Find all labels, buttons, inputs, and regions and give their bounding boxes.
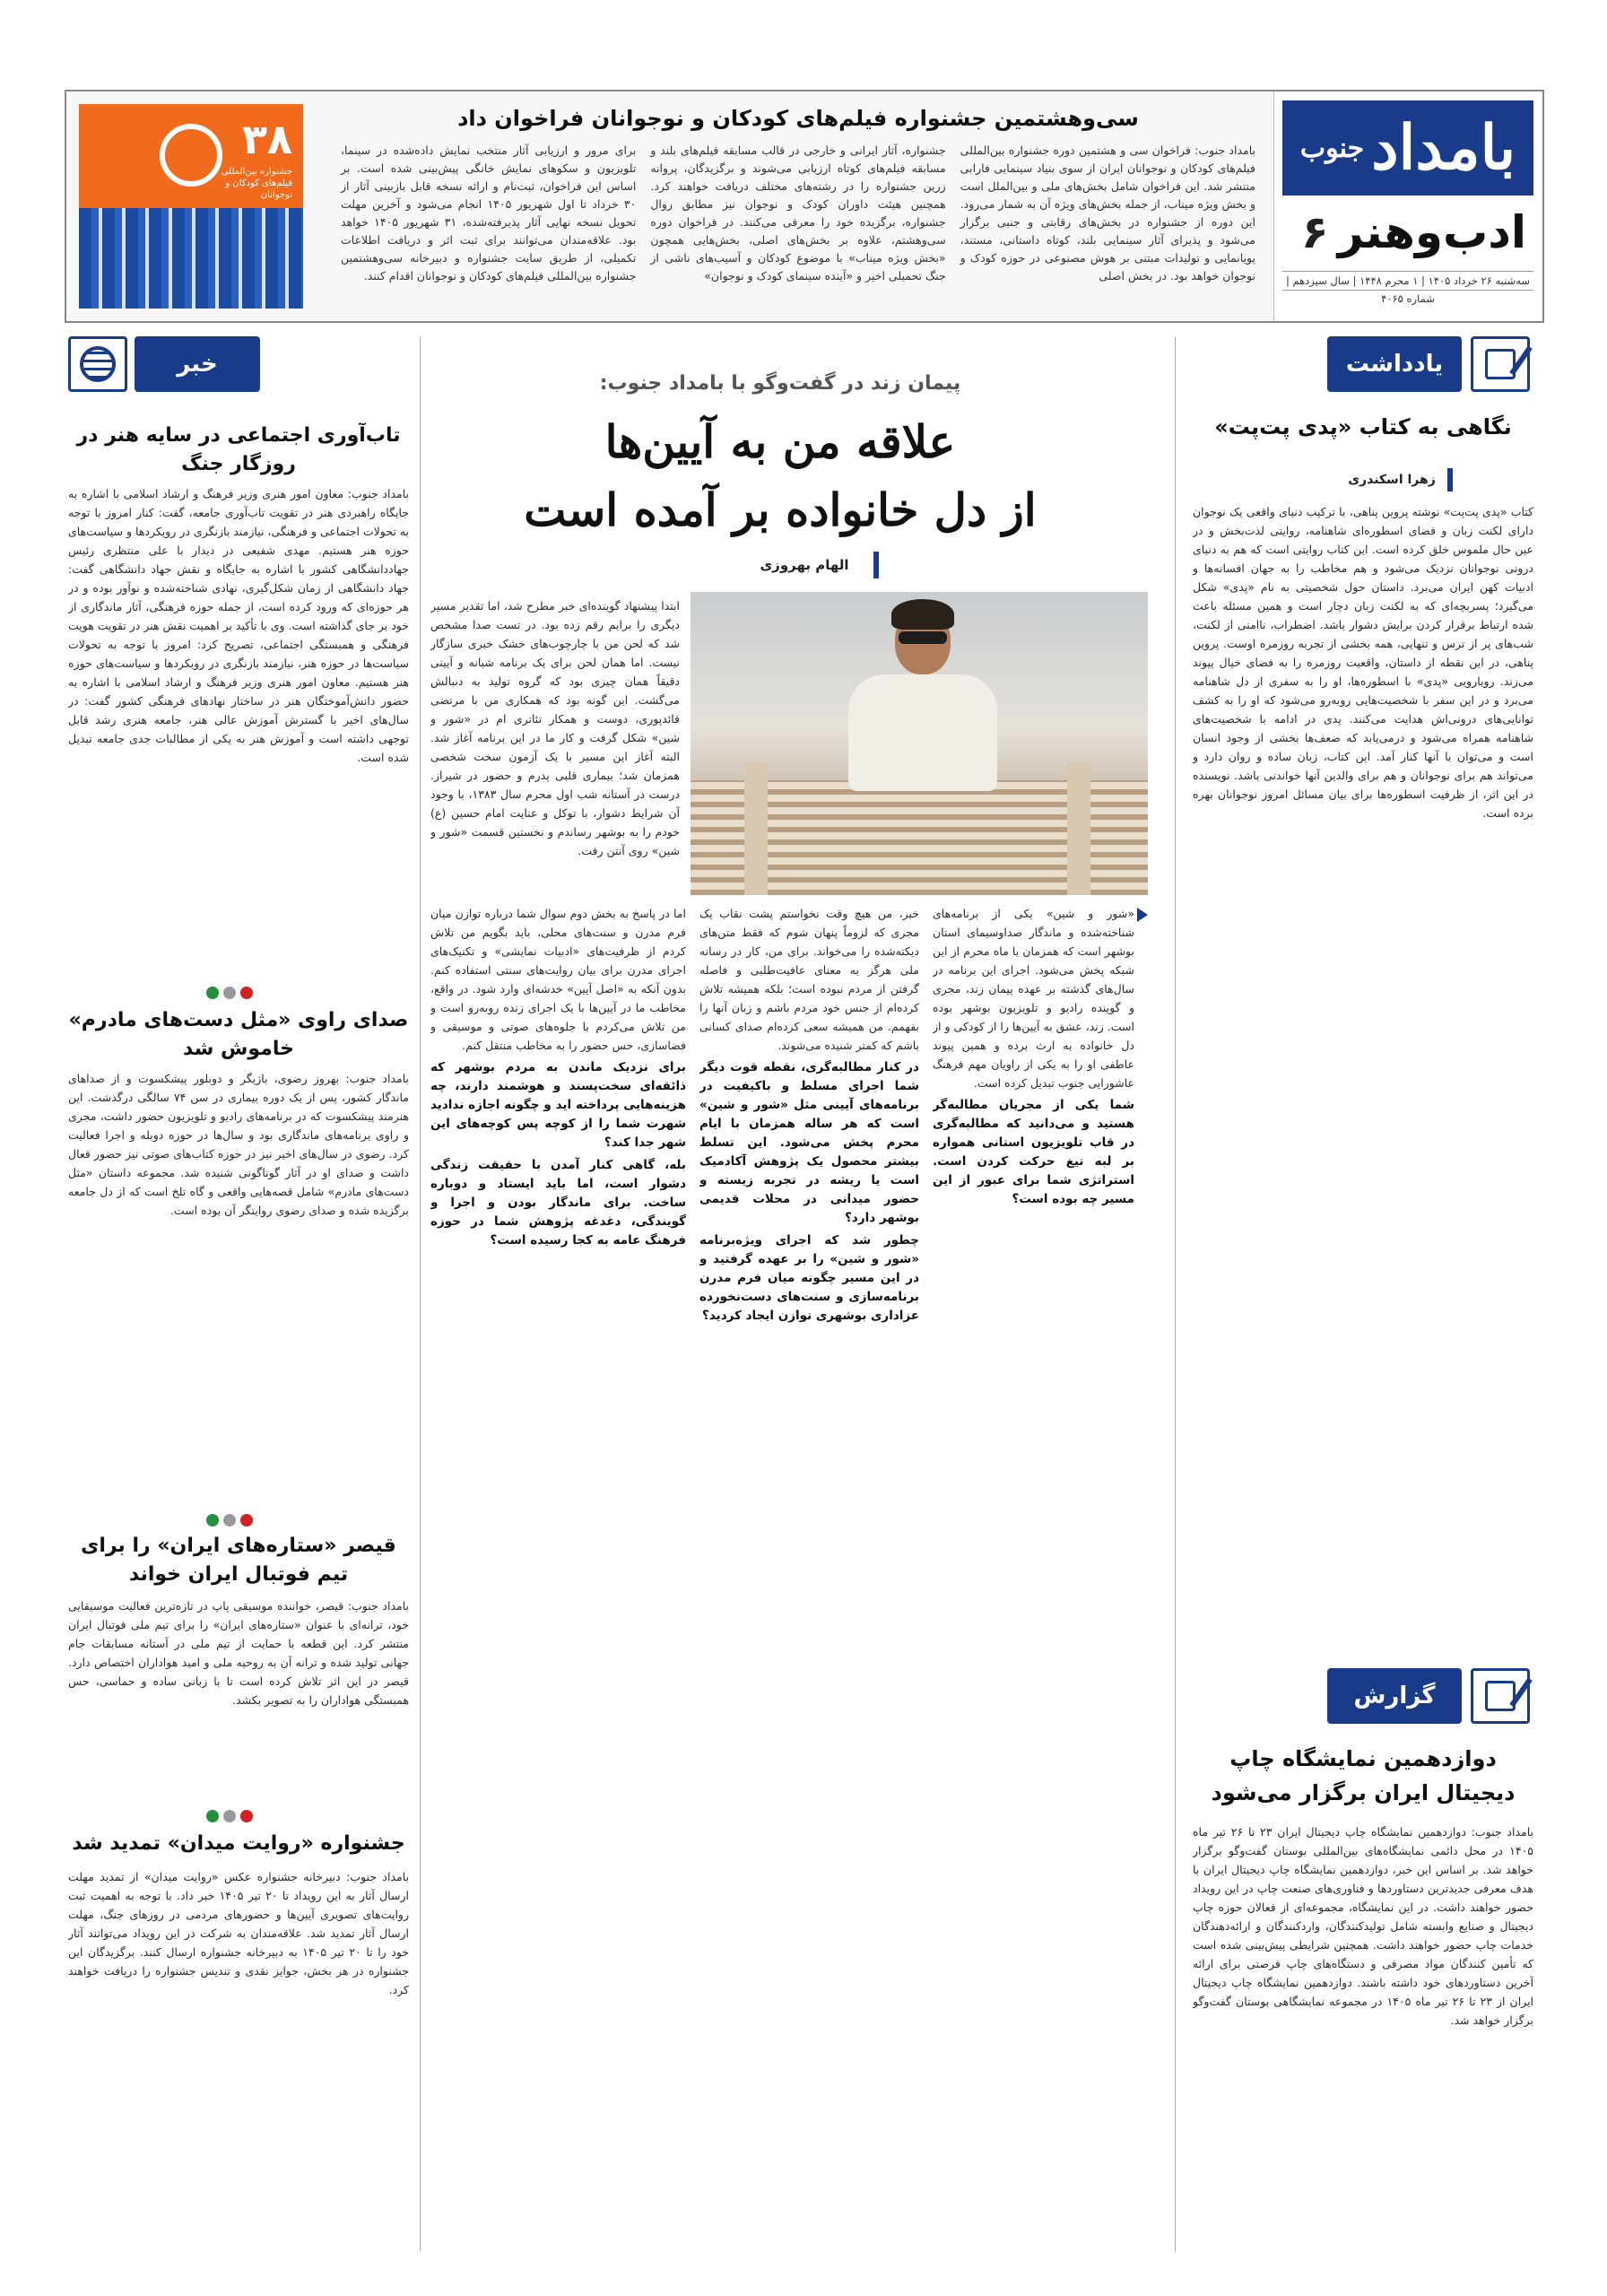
note-body — [1193, 502, 1533, 1740]
header-band — [65, 90, 1544, 323]
column-divider — [1175, 336, 1176, 2251]
story1-text: بامداد جنوب: معاون امور هنری وزیر فرهنگ و ارشاد اسلامی با اشاره به جایگاه راهبردی هنر در تقویت تاب‌آوری جامعه، گفت: کنار امروز با توجه به تحولات اجتماعی و فرهنگی، نیازمند بازنگری در رویکردها و سیاست‌های حوزه هنر هستیم. مهدی شفیعی در دیدار با علی منتظری رئیس جهاددانشگاهی کشور با اشاره به جایگاه و نقش جهاد دانشگاهی گفت: جهاد دانشگاهی از زمان شکل‌گیری، نهادی شناخته‌شده و نوآور بوده و در هر حوزه‌ای که ورود کرده است، از جمله حوزه فرهنگی، آثار ماندگاری از خود بر جای گذاشته است. وی با تأکید بر اهمیت نقش هنر در تقویت هویت فرهنگی و همبستگی اجتماعی، تصریح کرد: امروز با توجه به تحولات سیاست‌ها در حوزه هنر، نیازمند بازنگری در رویکردها و سیاست‌های حوزه هنر هستیم. معاون امور هنری وزیر فرهنگ و ارشاد اسلامی با اشاره به حضور دانش‌آموختگان هنر در ساختار نهادهای فرهنگی کشور گفت: در سال‌های اخیر با گسترش آموزش عالی هنر، جامعه هنری رشد قابل توجهی داشته است و آموزش هنر به یکی از مطالبات جدی جامعه تبدیل شده است. — [68, 487, 409, 764]
poster-crowd-image — [79, 208, 303, 309]
news-label-icon-box — [68, 336, 127, 392]
interview-question-1: برای نزدیک ماندن به مردم بوشهر که ذائقه‌ای سخت‌پسند و هوشمند دارند، چه هزینه‌هایی پرداخته اید و چگونه اجازه ندادید شهرت شما را از کوچه پس کوچه‌های این شهر جدا کند؟ — [430, 1060, 686, 1150]
note-title: نگاهی به کتاب «پدی پت‌پت» — [1214, 414, 1512, 439]
page-number: ۶ — [1301, 206, 1329, 258]
story3-body — [68, 1596, 409, 1803]
interview-question-4: بله، گاهی کنار آمدن با حقیقت زندگی دشوار است، اما باید ایستاد و دوباره ساخت. برای ماندگار بودن و اجرا و گویندگی، دغدغه پژوهش شما در حوزه فرهنگ عامه به کجا رسیده است؟ — [430, 1158, 686, 1248]
festival-poster[interactable] — [79, 104, 303, 309]
interview-col-b — [430, 904, 686, 2249]
story3-title: قیصر «ستاره‌های ایران» را برای تیم فوتبال ایران خواند — [81, 1535, 396, 1586]
interview-headline — [430, 408, 1130, 544]
interview-question-2: در کنار مطالبه‌گری، نقطه قوت دیگر شما اجرای مسلط و باکیفیت در برنامه‌های آیینی مثل «شور و شین» است که هر ساله همزمان با ایام محرم پخش می‌شود. این تسلط بیشتر محصول یک پژوهش آکادمیک است یا ریشه در تجربه زیسته و حضور میدانی در محلات قدیمی بوشهر دارد؟ — [699, 1060, 919, 1225]
dot-green — [206, 1514, 219, 1526]
masthead — [1273, 91, 1542, 321]
intro-marker-icon — [1137, 908, 1148, 922]
top-news-col3: برای مرور و ارزیابی آثار منتخب نمایش داده‌شده در سینما، تلویزیون و سکوهای نمایش خانگی پیش‌بینی شده است. بر اساس این فراخوان، ثبت‌نام و ارائه نسخه قابل بازبینی آثار از ۳۰ خرداد تا اول شهریور ۱۴۰۵ انجام می‌شود و آخرین مهلت تحویل نسخه نهایی آثار پذیرفته‌شده، ۳۱ شهریور ۱۴۰۵ خواهد بود. علاقه‌مندان می‌توانند برای ثبت اثر و دریافت اطلاعات تکمیلی، از طریق سایت جشنواره و دبیرخانه سی‌وهشتمین جشنواره بین‌المللی فیلم‌های کودکان و نوجوانان اقدام کنند. — [341, 144, 637, 283]
interview-text-b: اما در پاسخ به بخش دوم سوال شما درباره توازن میان فرم مدرن و سنت‌های محلی، باید بگویم من تلاش کردم از ظرفیت‌های «ادبیات نمایشی» و تکنیک‌های اجرای مدرن برای بیان روایت‌های سنتی استفاده کنم. بدون آنکه به «اصل آیین» خدشه‌ای وارد شود. در واقع، مخاطب ما در آیین‌ها با یک اجرای زنده روبه‌رو است و من تلاش می‌کردم با جلوه‌های صوتی و موسیقی و فضاسازی، حس حضور را به مخاطب منتقل کنم. — [430, 907, 686, 1052]
section-title: ادب‌وهنر — [1337, 206, 1526, 258]
dot-gray — [223, 987, 236, 999]
interview-question-3: شما یکی از مجریان مطالبه‌گر هستید و می‌دانید که مطالبه‌گری در قاب تلویزیون استانی همواره بر لبه تیغ حرکت کردن است. استراتژی شما برای عبور از این مسیر چه بوده است؟ — [933, 1098, 1134, 1206]
photo-pillar — [1067, 762, 1090, 895]
pen-icon — [1485, 1681, 1516, 1711]
dot-green — [206, 987, 219, 999]
pen-icon — [1485, 349, 1516, 379]
story1-body — [68, 484, 409, 969]
report-title: دوازدهمین نمایشگاه چاپ دیجیتال ایران برگزار می‌شود — [1211, 1746, 1516, 1805]
logo-text: بامداد — [1371, 112, 1516, 184]
interviewee-photo[interactable] — [691, 592, 1148, 895]
story3-text: بامداد جنوب: قیصر، خواننده موسیقی پاپ در تازه‌ترین فعالیت موسیقایی خود، ترانه‌ای با عنوان «ستاره‌های ایران» را برای تیم ملی فوتبال ایران منتشر کرد. این قطعه با حمایت از تیم ملی در آستانه مسابقات جام جهانی تولید شده و ترانه آن به روحیه ملی و امید هواداران اختصاص دارد. قیصر در این اثر تلاش کرده است تا با زبانی ساده و حماسی، حس همبستگی هواداران را به تصویر بکشد. — [68, 1599, 409, 1707]
story4-body — [68, 1867, 409, 2244]
interview-byline: الهام بهروزی — [735, 552, 879, 578]
story1-title: تاب‌آوری اجتماعی در سایه هنر در روزگار جنگ — [76, 424, 401, 475]
report-label: گزارش — [1327, 1668, 1462, 1724]
photo-pillar — [744, 762, 768, 895]
story2-text: بامداد جنوب: بهروز رضوی، بازیگر و دوبلور پیشکسوت و از صداهای ماندگار کشور، پس از یک دوره بیماری در سن ۷۴ سالگی درگذشت. این هنرمند پیشکسوت که در برنامه‌های رادیو و تلویزیون حضور داشت، مجری و راوی برنامه‌های ماندگاری بود و سال‌ها در حوزه دوبله و اجرا فعالیت کرد. رضوی در سال‌های اخیر نیز در حوزه کتاب‌های صوتی نیز حضور فعال داشت و صدای او در آثار گوناگونی شنیده شد. مجموعه داستان «مثل دست‌های مادرم» شامل قصه‌هایی واقعی و گاه تلخ است که از دل جامعه برگزیده شده و صدای رضوی روایتگر آن بوده است. — [68, 1072, 409, 1217]
report-text: بامداد جنوب: دوازدهمین نمایشگاه چاپ دیجیتال ایران ۲۳ تا ۲۶ تیر ماه ۱۴۰۵ در محل دائمی نمایشگاه‌های بین‌المللی بوستان گفت‌وگو برگزار خواهد شد. بر اساس این خبر، دوازدهمین نمایشگاه چاپ دیجیتال ایران با هدف معرفی جدیدترین دستاوردها و فناوری‌های صنعت چاپ در این رویداد حضور خواهند داشت. در این نمایشگاه، مجموعه‌ای از فعالان حوزه چاپ دیجیتال و صنایع وابسته شامل تولیدکنندگان، واردکنندگان و ارائه‌دهندگان خدمات چاپ حضور خواهند داشت. همچنین شرایطی پیش‌بینی شده است که تأمین کنندگان مواد مصرفی و دستگاه‌های چاپ فرصتی برای ارائه آخرین دستاوردهای خود داشته باشند. دوازدهمین نمایشگاه چاپ دیجیتال ایران از ۲۳ تا ۲۶ تیر ماه ۱۴۰۵ در مجموعه نمایشگاهی بوستان گفت‌وگو برگزار خواهد شد. — [1193, 1825, 1533, 2027]
separator-dots — [206, 1810, 253, 1822]
top-news — [341, 106, 1255, 312]
note-text: کتاب «پدی پت‌پت» نوشته پروین پناهی، با ترکیب دنیای واقعی یک نوجوان دارای لکنت زبان و فضای اسطوره‌ای شاهنامه، روایتی لذت‌بخش و در عین حال ملموس خلق کرده است. این کتاب روایتی است که هم به دنیای درونی نوجوانان نزدیک می‌شود و هم مخاطب را به جهان افسانه‌ها و ادبیات کهن ایران می‌برد. داستان حول شخصیتی به نام «پدی» شکل می‌گیرد؛ پسربچه‌ای که به لکنت زبان دچار است و همین مسئله باعث شده ارتباط برقرار کردن برایش دشوار باشد. اضطراب، ناامنی از لکنت، شب‌های پر از ترس و تنهایی، همه بخشی از تجربه روزمره اوست. پروین پناهی، در این نقطه از داستان، واقعیت روزمره را به فضای خیال پیوند می‌زند. رویارویی «پدی» با اسطوره‌ها، او را به سفری از دل شاهنامه می‌برد و در این سفر با شخصیت‌هایی روبه‌رو می‌شود که او را به کشف توانایی‌های درونی‌اش هدایت می‌کنند. پدی در ادامه با شخصیت‌های شاهنامه همراه می‌شود و درمی‌یابد که ضعف‌ها بخشی از وجود انسان است و می‌توان با آنها کنار آمد. این کتاب، زبان ساده و روان دارد و می‌تواند هم برای نوجوانان و هم برای والدین آنها خواندنی باشد. نویسنده در این اثر، از ظرفیت اسطوره‌ها برای بیان مسائل امروز نوجوانان بهره برده است. — [1193, 505, 1533, 820]
interview-col-c — [699, 904, 919, 2249]
poster-caption: جشنواره بین‌المللی فیلم‌های کودکان و نوجوانان — [221, 167, 292, 200]
poster-number: ۳۸ — [241, 115, 292, 163]
headline-line1: علاقه من به آیین‌ها — [604, 415, 956, 468]
note-author: زهرا اسکندری — [1336, 468, 1453, 491]
note-label-icon-box — [1471, 336, 1530, 392]
dot-red — [240, 1514, 253, 1526]
interview-kicker: پیمان زند در گفت‌وگو با بامداد جنوب: — [599, 372, 961, 395]
separator-dots — [206, 987, 253, 999]
interview-col-a — [430, 596, 680, 901]
column-divider — [420, 336, 421, 2251]
dot-red — [240, 987, 253, 999]
dot-gray — [223, 1514, 236, 1526]
photo-sunglasses — [899, 631, 947, 644]
note-label: یادداشت — [1327, 336, 1462, 392]
separator-dots — [206, 1514, 253, 1526]
dot-red — [240, 1810, 253, 1822]
interview-text-c: خبر، من هیچ وقت نخواستم پشت نقاب یک مجری که لزوماً پنهان شوم که فقط متن‌های دیکته‌شده را می‌خواند. برای من، کار در رسانه ملی هرگز به معنای عافیت‌طلبی و فاصله گرفتن از مردم نبوده است؛ بلکه همیشه تلاش کرده‌ام از جنس خود مردم باشم و زبان آنها را بفهمم. من همیشه سعی کرده‌ام صدای کسانی باشم که کمتر شنیده می‌شوند. — [699, 907, 919, 1052]
news-label: خبر — [135, 336, 260, 392]
headline-line2: از دل خانواده بر آمده است — [524, 483, 1037, 536]
newspaper-logo[interactable] — [1282, 100, 1533, 196]
interview-text-a: ابتدا پیشنهاد گوینده‌ای خبر مطرح شد، اما تقدیر مسیر دیگری را برایم رقم زده بود. در تست صدا مشخص شد که لحن من با چارچوب‌های خشک خبری سازگار نیست. اما همان لحن برای یک برنامه شبانه و آیینی دقیقاً همان چیزی بود که گروه تولید به دنبالش می‌گشت. این گونه بود که همکاری من با مرتضی قائدپوری، دوست و همکار تئاتری ام در «شور و شین» شکل گرفت و کار ما در این برنامه آغاز شد. البته آغاز این مسیر با یک آزمون سخت شخصی همزمان شد؛ بیماری قلبی پدرم و حضور در شیراز. درست در آستانه شب اول محرم سال ۱۳۸۳، با وجود آن شرایط دشوار، با توکل و عنایت امام حسین (ع) خودم را به بوشهر رساندم و نخستین قسمت «شور و شین» روی آنتن رفت. — [430, 599, 680, 857]
issue-line: سه‌شنبه ۲۶ خرداد ۱۴۰۵ | ۱ محرم ۱۴۴۸ | سال سیزدهم | شماره ۴۰۶۵ — [1282, 271, 1533, 291]
story2-body — [68, 1069, 409, 1498]
top-news-col2: جشنواره، آثار ایرانی و خارجی در قالب مسابقه فیلم‌های بلند و مسابقه فیلم‌های کوتاه ارزیابی می‌شوند و برگزیدگان، پروانه زرین جشنواره را در رشته‌های مختلف دریافت خواهند کرد. همچنین هیئت داوران کودک و نوجوان نیز مطابق روال جشنواره، برگزیده خود را معرفی می‌کنند. در فراخوان دوره سی‌وهشتم، علاوه بر بخش‌های اصلی، بخش‌هایی همچون «بخش ویژه میناب» با موضوع کودکان و آسیب‌های ناشی از جنگ تحمیلی اخیر و «آینده سینمای کودک و نوجوان» — [650, 144, 946, 283]
story4-text: بامداد جنوب: دبیرخانه جشنواره عکس «روایت میدان» از تمدید مهلت ارسال آثار به این رویداد تا ۲۰ تیر ۱۴۰۵ خبر داد. با توجه به اهمیت ثبت روایت‌های تصویری آیین‌ها و حضورهای مردمی در روزهای جنگ، مهلت ارسال آثار تمدید شد. علاقه‌مندان به شرکت در این رویداد می‌توانند آثار خود را تا ۲۰ تیر ۱۴۰۵ به دبیرخانه جشنواره ارسال کنند. برگزیدگان این جشنواره در هر بخش، جوایز نقدی و تندیس جشنواره را دریافت خواهند کرد. — [68, 1870, 409, 1996]
photo-body — [848, 674, 997, 791]
interview-question-5: چطور شد که اجرای ویژه‌برنامه «شور و شین» را بر عهده گرفتید و در این مسیر چگونه میان فرم مدرن برنامه‌سازی و سنت‌های دست‌نخورده عزاداری بوشهری توازن ایجاد کردید؟ — [699, 1233, 919, 1323]
dot-green — [206, 1810, 219, 1822]
interview-col-d — [933, 904, 1134, 2249]
top-news-col1: بامداد جنوب: فراخوان سی و هشتمین دوره جشنواره بین‌المللی فیلم‌های کودکان و نوجوانان ایران از سوی بنیاد سینمایی فارابی منتشر شد. این فراخوان شامل بخش‌های ملی و بین‌الملل است و بخش ویژه میناب، از جمله بخش‌های ویژه آن به شمار می‌رود. این دوره از جشنواره در بخش‌های رقابتی و جنبی برگزار می‌شود و پذیرای آثار سینمایی بلند، کوتاه داستانی، مستند، پویانمایی و تولیدات مبتنی بر هوش مصنوعی در حوزه کودک و نوجوان خواهد بود. در بخش اصلی — [960, 144, 1255, 283]
logo-subtext: جنوب — [1299, 132, 1365, 164]
photo-hair — [891, 599, 954, 630]
report-body — [1193, 1822, 1533, 2244]
story4-title: جشنواره «روایت میدان» تمدید شد — [72, 1832, 405, 1855]
report-label-icon-box — [1471, 1668, 1530, 1724]
interview-text-d: «شور و شین» یکی از برنامه‌های شناخته‌شده و ماندگار صداوسیمای استان بوشهر است که همزمان با ماه محرم از این شبکه پخش می‌شود. اجرای این برنامه در سال‌های گذشته بر عهده پیمان زند، مجری و گوینده رادیو و تلویزیون بوشهر بوده است. زند، عشق به آیین‌ها را از کودکی و از دل خانواده به ارث برده و همین پیوند عاطفی او را به یکی از راویان مهم فرهنگ عاشورایی جنوب تبدیل کرده است. — [933, 907, 1134, 1090]
globe-icon — [80, 346, 116, 382]
dot-gray — [223, 1810, 236, 1822]
top-news-title: سی‌وهشتمین جشنواره فیلم‌های کودکان و نوجوانان فراخوان داد — [457, 106, 1139, 131]
story2-title: صدای راوی «مثل دست‌های مادرم» خاموش شد — [68, 1009, 409, 1060]
